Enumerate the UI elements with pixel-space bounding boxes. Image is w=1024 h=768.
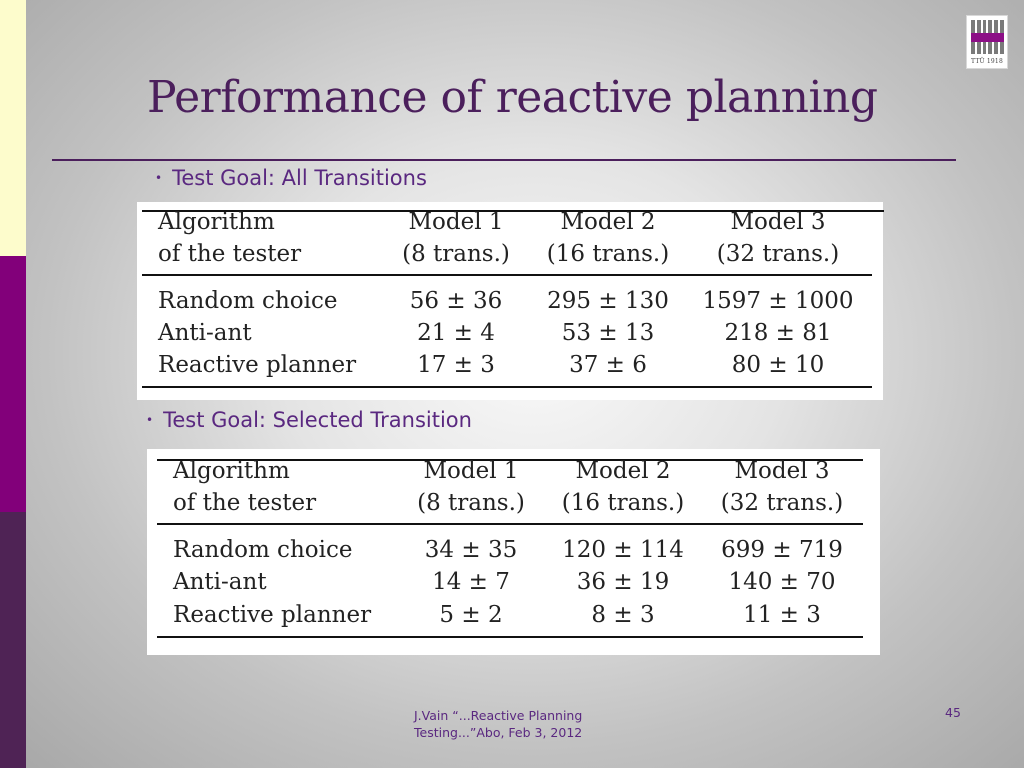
header-cell: Algorithm bbox=[158, 209, 275, 235]
bullet-dot: • bbox=[155, 171, 163, 185]
table-header-row-2 bbox=[137, 241, 883, 273]
results-table-all-transitions bbox=[137, 202, 883, 400]
slide-title: Performance of reactive planning bbox=[147, 72, 878, 123]
table-cell: 8 ± 3 bbox=[591, 602, 655, 628]
header-cell: Algorithm bbox=[173, 458, 290, 484]
header-cell: Model 3 bbox=[730, 209, 826, 235]
header-cell: Model 2 bbox=[560, 209, 656, 235]
table-cell: 120 ± 114 bbox=[562, 537, 684, 563]
table-cell: 14 ± 7 bbox=[432, 569, 510, 595]
table-cell: 295 ± 130 bbox=[547, 288, 669, 314]
logo-color-band bbox=[971, 33, 1004, 42]
table-header-row-1 bbox=[137, 209, 883, 241]
bullet-test-goal-selected bbox=[146, 408, 472, 432]
header-cell: Model 3 bbox=[734, 458, 830, 484]
header-cell: (16 trans.) bbox=[561, 490, 685, 516]
table-header-row-1 bbox=[147, 458, 880, 490]
table-row bbox=[147, 602, 880, 634]
left-accent-band-top bbox=[0, 0, 26, 256]
table-cell: Reactive planner bbox=[173, 602, 372, 628]
page-number: 45 bbox=[945, 705, 961, 720]
bullet-text: Test Goal: All Transitions bbox=[172, 166, 427, 190]
header-cell: (16 trans.) bbox=[546, 241, 670, 267]
table-cell: Reactive planner bbox=[158, 352, 357, 378]
left-accent-band-bottom bbox=[0, 512, 26, 768]
table-cell: 5 ± 2 bbox=[439, 602, 503, 628]
bullet-dot: • bbox=[146, 413, 154, 427]
footer-line: J.Vain “...Reactive Planning bbox=[414, 708, 583, 723]
header-cell: (32 trans.) bbox=[720, 490, 844, 516]
header-cell: (32 trans.) bbox=[716, 241, 840, 267]
bullet-test-goal-all bbox=[155, 166, 427, 190]
header-cell: Model 1 bbox=[408, 209, 504, 235]
header-cell: Model 1 bbox=[423, 458, 519, 484]
table-cell: 37 ± 6 bbox=[569, 352, 647, 378]
bullet-text: Test Goal: Selected Transition bbox=[163, 408, 472, 432]
table-row bbox=[147, 537, 880, 569]
table-cell: 11 ± 3 bbox=[743, 602, 821, 628]
table-cell: Random choice bbox=[173, 537, 353, 563]
table-cell: 218 ± 81 bbox=[724, 320, 832, 346]
table-header-row-2 bbox=[147, 490, 880, 522]
footer-line: Testing...”Abo, Feb 3, 2012 bbox=[414, 725, 583, 740]
table-cell: 140 ± 70 bbox=[728, 569, 836, 595]
logo-text: TTÜ 1918 bbox=[971, 58, 1003, 65]
table-cell: 53 ± 13 bbox=[561, 320, 655, 346]
table-cell: 34 ± 35 bbox=[424, 537, 518, 563]
table-header-rule bbox=[142, 274, 872, 276]
table-cell: Anti-ant bbox=[173, 569, 267, 595]
table-cell: 1597 ± 1000 bbox=[702, 288, 854, 314]
table-bottom-rule bbox=[142, 386, 872, 388]
table-header-rule bbox=[157, 523, 863, 525]
header-cell: of the tester bbox=[158, 241, 302, 267]
table-row bbox=[137, 320, 883, 352]
table-cell: Random choice bbox=[158, 288, 338, 314]
table-cell: 36 ± 19 bbox=[576, 569, 670, 595]
header-cell: (8 trans.) bbox=[417, 490, 525, 516]
table-row bbox=[137, 288, 883, 320]
title-underline bbox=[52, 159, 956, 161]
results-table-selected-transition bbox=[147, 449, 880, 655]
table-row bbox=[137, 352, 883, 384]
header-cell: Model 2 bbox=[575, 458, 671, 484]
university-logo bbox=[966, 15, 1008, 69]
table-cell: 17 ± 3 bbox=[417, 352, 495, 378]
slide-footer bbox=[414, 707, 582, 741]
table-cell: Anti-ant bbox=[158, 320, 252, 346]
header-cell: (8 trans.) bbox=[402, 241, 510, 267]
table-cell: 56 ± 36 bbox=[409, 288, 503, 314]
table-row bbox=[147, 569, 880, 601]
left-accent-band-middle bbox=[0, 256, 26, 512]
table-cell: 80 ± 10 bbox=[731, 352, 825, 378]
header-cell: of the tester bbox=[173, 490, 317, 516]
table-cell: 21 ± 4 bbox=[417, 320, 495, 346]
table-cell: 699 ± 719 bbox=[721, 537, 843, 563]
table-bottom-rule bbox=[157, 636, 863, 638]
